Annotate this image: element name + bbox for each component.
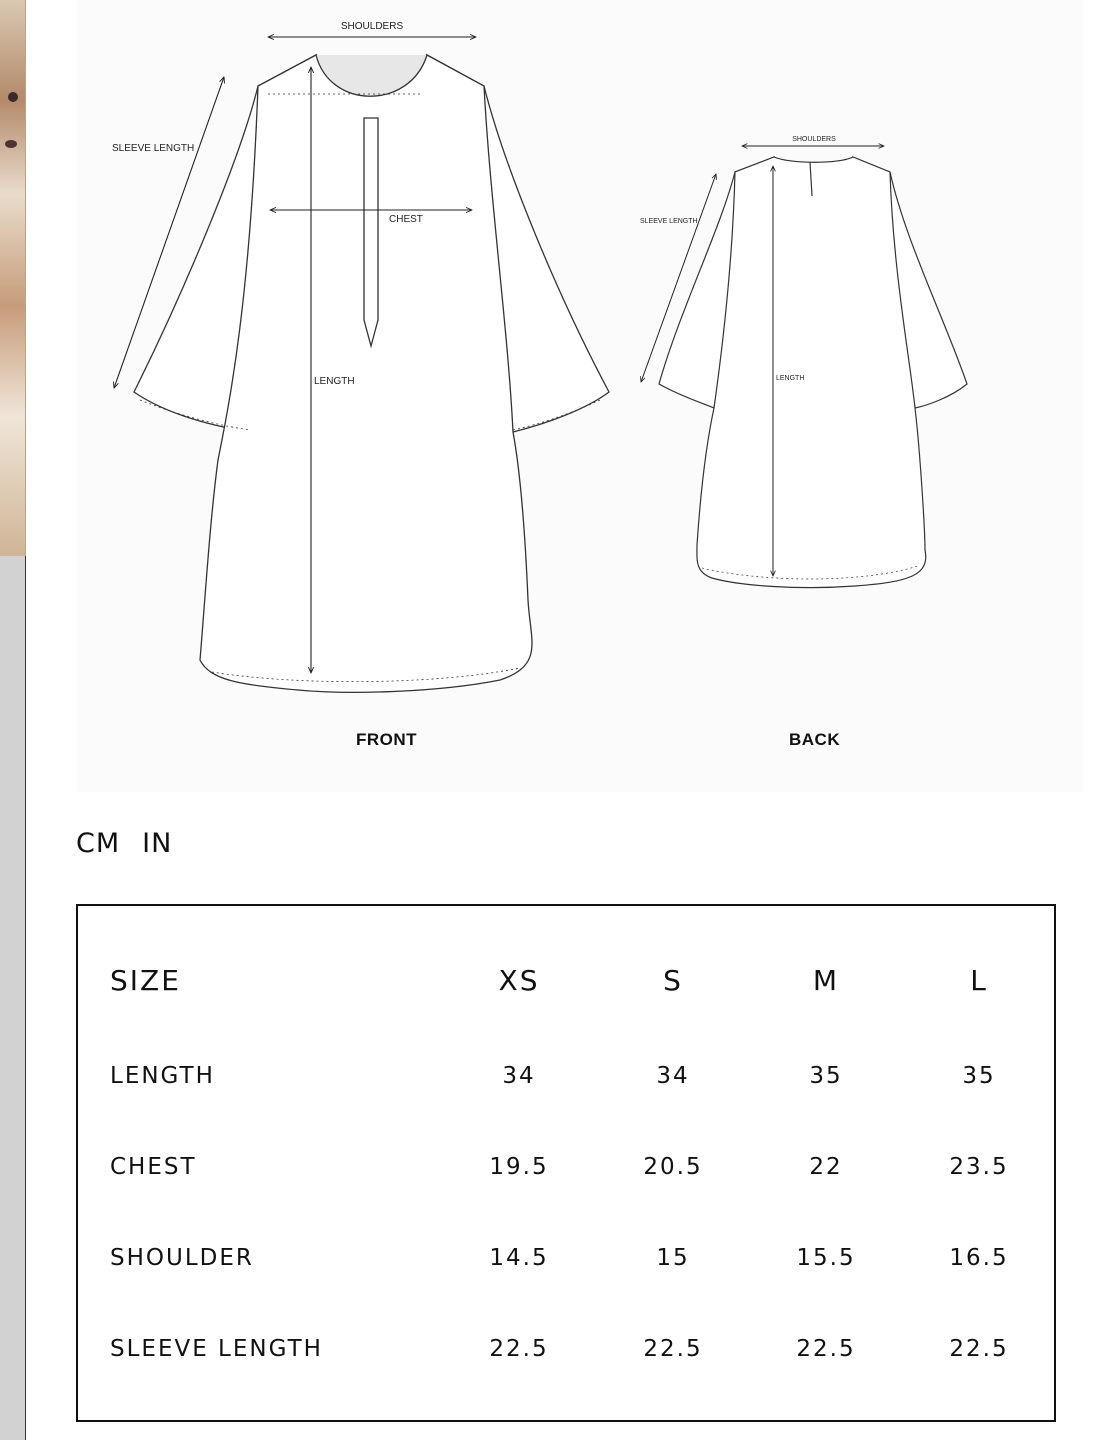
- table-row-chest: [78, 1154, 1054, 1194]
- front-sleeve-length-annotation: SLEEVE LENGTH: [112, 143, 195, 154]
- unit-cm-option[interactable]: CM: [76, 828, 121, 859]
- table-row-shoulder: [78, 1245, 1054, 1285]
- back-length-annotation: LENGTH: [776, 375, 805, 382]
- header-l: L: [970, 964, 988, 997]
- table-cell: 14.5: [489, 1245, 549, 1271]
- front-view-label: FRONT: [356, 730, 418, 749]
- size-chart-table: [76, 904, 1056, 1422]
- front-shoulders-annotation: SHOULDERS: [340, 21, 404, 32]
- table-cell: 22.5: [949, 1336, 1009, 1362]
- unit-in-option[interactable]: IN: [142, 828, 173, 859]
- row-label: CHEST: [110, 1154, 197, 1180]
- header-m: M: [812, 964, 840, 997]
- table-cell: 19.5: [489, 1154, 549, 1180]
- front-length-annotation: LENGTH: [314, 376, 355, 387]
- table-row-length: [78, 1063, 1054, 1103]
- table-cell: 16.5: [949, 1245, 1009, 1271]
- table-cell: 34: [656, 1063, 690, 1089]
- table-cell: 15.5: [796, 1245, 856, 1271]
- table-cell: 34: [502, 1063, 536, 1089]
- table-cell: 35: [962, 1063, 996, 1089]
- table-row-sleeve-length: [78, 1336, 1054, 1376]
- table-cell: 22.5: [643, 1336, 703, 1362]
- front-garment-sketch: [134, 55, 609, 692]
- table-cell: 35: [809, 1063, 843, 1089]
- row-label: LENGTH: [110, 1063, 215, 1089]
- table-cell: 23.5: [949, 1154, 1009, 1180]
- front-chest-annotation: CHEST: [389, 214, 423, 225]
- row-label: SLEEVE LENGTH: [110, 1336, 323, 1362]
- header-xs: XS: [498, 964, 540, 997]
- table-cell: 22: [809, 1154, 843, 1180]
- back-shoulders-annotation: SHOULDERS: [792, 136, 836, 143]
- table-cell: 22.5: [489, 1336, 549, 1362]
- header-size-label: SIZE: [110, 964, 181, 997]
- row-label: SHOULDER: [110, 1245, 254, 1271]
- unit-toggle: [76, 828, 172, 859]
- back-view-label: BACK: [789, 730, 841, 749]
- table-cell: 22.5: [796, 1336, 856, 1362]
- table-cell: 20.5: [643, 1154, 703, 1180]
- back-garment-sketch: [659, 157, 967, 588]
- back-sleeve-length-annotation: SLEEVE LENGTH: [640, 218, 698, 225]
- table-header-row: [78, 964, 1054, 1004]
- header-s: S: [663, 964, 683, 997]
- table-cell: 15: [656, 1245, 690, 1271]
